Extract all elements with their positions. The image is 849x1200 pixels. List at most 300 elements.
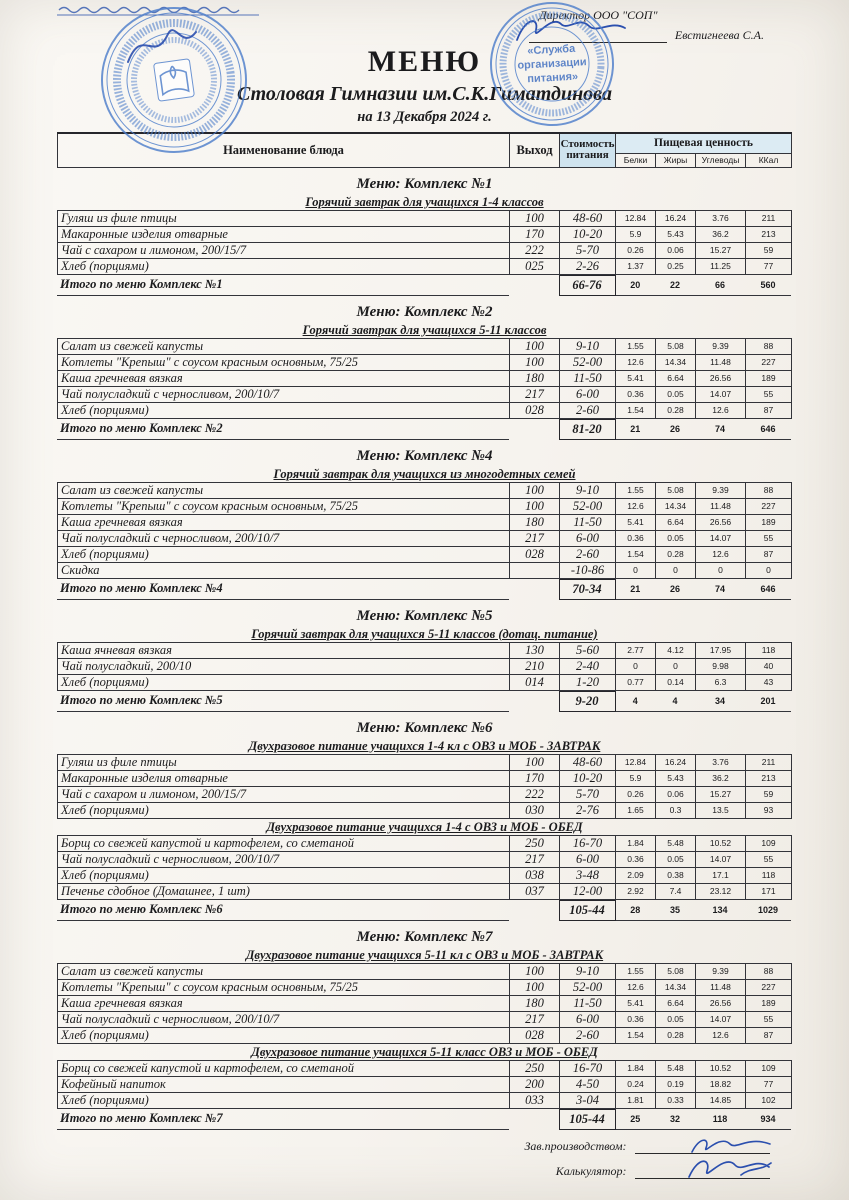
- dishes-table: [57, 338, 792, 419]
- dish-output: 014: [510, 674, 560, 690]
- dish-cost: 6-00: [560, 386, 616, 402]
- dish-name: Котлеты "Крепыш" с соусом красным основным, 75/25: [58, 354, 510, 370]
- section-title: Меню: Комплекс №2: [356, 303, 493, 320]
- section-groups: [57, 739, 792, 900]
- calculator-row: [556, 1163, 770, 1179]
- director-block: [529, 8, 764, 43]
- dish-kcal: 87: [746, 1027, 792, 1043]
- dish-fats: 0.06: [656, 786, 696, 802]
- dish-carbs: 14.85: [696, 1092, 746, 1108]
- dish-fats: 5.08: [656, 963, 696, 979]
- total-empty-cell: [509, 419, 559, 439]
- dish-carbs: 18.82: [696, 1076, 746, 1092]
- dish-proteins: 5.41: [616, 514, 656, 530]
- dish-fats: 16.24: [656, 754, 696, 770]
- dish-cost: 6-00: [560, 851, 616, 867]
- dish-proteins: 0.36: [616, 386, 656, 402]
- dish-cost: 9-10: [560, 338, 616, 354]
- total-kcal: 560: [745, 275, 791, 295]
- dish-kcal: 55: [746, 851, 792, 867]
- section-total-row: [57, 900, 791, 921]
- dish-carbs: 3.76: [696, 210, 746, 226]
- col-header-proteins: Белки: [616, 153, 656, 167]
- dish-carbs: 6.3: [696, 674, 746, 690]
- director-name: Евстигнеева С.А.: [674, 28, 764, 42]
- dish-name: Салат из свежей капусты: [58, 963, 510, 979]
- menu-group: [57, 1045, 792, 1109]
- dish-carbs: 0: [696, 562, 746, 578]
- dish-cost: 6-00: [560, 1011, 616, 1027]
- dish-row: [58, 370, 792, 386]
- dish-kcal: 59: [746, 242, 792, 258]
- dish-proteins: 0: [616, 562, 656, 578]
- section-groups: [57, 323, 792, 419]
- dish-row: [58, 210, 792, 226]
- total-cost: 66-76: [559, 275, 615, 295]
- dish-output: 170: [510, 226, 560, 242]
- dish-kcal: 189: [746, 514, 792, 530]
- group-subtitle: Двухразовое питание учащихся 5-11 класс ОВЗ и МОБ - ОБЕД: [251, 1044, 598, 1059]
- total-cost: 9-20: [559, 691, 615, 711]
- dish-row: [58, 514, 792, 530]
- section-title: Меню: Комплекс №5: [356, 607, 493, 624]
- col-header-fats: Жиры: [656, 153, 696, 167]
- dish-fats: 6.64: [656, 514, 696, 530]
- dish-cost: 48-60: [560, 754, 616, 770]
- dish-cost: 5-60: [560, 642, 616, 658]
- section-title: Меню: Комплекс №6: [356, 719, 493, 736]
- dish-proteins: 0.77: [616, 674, 656, 690]
- col-header-name: Наименование блюда: [58, 133, 510, 167]
- total-cost: 105-44: [559, 1109, 615, 1129]
- dish-fats: 6.64: [656, 995, 696, 1011]
- stamp-text-line1: «Служба: [527, 42, 576, 58]
- dish-kcal: 102: [746, 1092, 792, 1108]
- dish-name: Хлеб (порциями): [58, 1027, 510, 1043]
- dish-row: [58, 386, 792, 402]
- total-empty-cell: [509, 900, 559, 920]
- dish-cost: 1-20: [560, 674, 616, 690]
- dish-carbs: 17.95: [696, 642, 746, 658]
- total-label: Итого по меню Комплекс №5: [57, 691, 509, 711]
- dish-output: 180: [510, 514, 560, 530]
- dish-fats: 0.19: [656, 1076, 696, 1092]
- dish-fats: 14.34: [656, 498, 696, 514]
- page-top-area: [57, 4, 792, 44]
- dish-carbs: 26.56: [696, 514, 746, 530]
- dish-output: 180: [510, 995, 560, 1011]
- dish-carbs: 11.25: [696, 258, 746, 274]
- dish-name: Чай полусладкий с черносливом, 200/10/7: [58, 386, 510, 402]
- dish-kcal: 211: [746, 754, 792, 770]
- dish-kcal: 118: [746, 867, 792, 883]
- dish-row: [58, 658, 792, 674]
- dish-cost: 9-10: [560, 482, 616, 498]
- dish-kcal: 87: [746, 546, 792, 562]
- dish-cost: 52-00: [560, 979, 616, 995]
- dish-cost: 10-20: [560, 770, 616, 786]
- section-total-row: [57, 691, 791, 712]
- dish-carbs: 11.48: [696, 354, 746, 370]
- dish-fats: 0.05: [656, 851, 696, 867]
- dish-fats: 7.4: [656, 883, 696, 899]
- dish-output: 217: [510, 530, 560, 546]
- dish-proteins: 1.54: [616, 1027, 656, 1043]
- dish-name: Хлеб (порциями): [58, 867, 510, 883]
- dish-fats: 0.05: [656, 1011, 696, 1027]
- dish-name: Хлеб (порциями): [58, 802, 510, 818]
- dishes-table: [57, 210, 792, 275]
- dish-fats: 0.28: [656, 402, 696, 418]
- dish-row: [58, 562, 792, 578]
- dish-fats: 0.28: [656, 546, 696, 562]
- dish-row: [58, 835, 792, 851]
- dish-proteins: 0.36: [616, 530, 656, 546]
- total-proteins: 21: [615, 579, 655, 599]
- dish-carbs: 23.12: [696, 883, 746, 899]
- dish-name: Борщ со свежей капустой и картофелем, со сметаной: [58, 835, 510, 851]
- dish-output: 025: [510, 258, 560, 274]
- dish-proteins: 5.41: [616, 370, 656, 386]
- dish-row: [58, 1076, 792, 1092]
- section-groups: [57, 948, 792, 1109]
- production-manager-signature-line: [635, 1138, 770, 1154]
- menu-section: [57, 448, 792, 600]
- dish-proteins: 1.55: [616, 963, 656, 979]
- dish-cost: 5-70: [560, 242, 616, 258]
- dish-name: Чай полусладкий с черносливом, 200/10/7: [58, 851, 510, 867]
- dish-proteins: 0: [616, 658, 656, 674]
- total-carbs: 34: [695, 691, 745, 711]
- dish-cost: 2-26: [560, 258, 616, 274]
- dish-carbs: 13.5: [696, 802, 746, 818]
- dish-fats: 0.05: [656, 530, 696, 546]
- dish-name: Котлеты "Крепыш" с соусом красным основным, 75/25: [58, 498, 510, 514]
- dish-cost: 16-70: [560, 1060, 616, 1076]
- dish-carbs: 9.39: [696, 482, 746, 498]
- dish-name: Хлеб (порциями): [58, 546, 510, 562]
- dish-row: [58, 1027, 792, 1043]
- menu-section: [57, 304, 792, 440]
- dish-kcal: 211: [746, 210, 792, 226]
- dish-carbs: 14.07: [696, 386, 746, 402]
- dish-row: [58, 674, 792, 690]
- total-proteins: 28: [615, 900, 655, 920]
- dish-carbs: 15.27: [696, 242, 746, 258]
- dish-proteins: 2.09: [616, 867, 656, 883]
- dish-row: [58, 482, 792, 498]
- menu-group: [57, 323, 792, 419]
- dish-row: [58, 642, 792, 658]
- dish-row: [58, 770, 792, 786]
- dish-output: 130: [510, 642, 560, 658]
- dish-kcal: 55: [746, 530, 792, 546]
- dish-carbs: 11.48: [696, 979, 746, 995]
- dish-output: 100: [510, 210, 560, 226]
- total-carbs: 74: [695, 419, 745, 439]
- dish-cost: 48-60: [560, 210, 616, 226]
- dish-output: 170: [510, 770, 560, 786]
- dish-name: Гуляш из филе птицы: [58, 754, 510, 770]
- calculator-signature: [681, 1153, 776, 1183]
- group-subtitle: Двухразовое питание учащихся 1-4 с ОВЗ и МОБ - ОБЕД: [266, 819, 583, 834]
- total-fats: 22: [655, 275, 695, 295]
- calculator-label: Калькулятор:: [555, 1163, 627, 1178]
- dish-fats: 5.43: [656, 770, 696, 786]
- dish-cost: 2-76: [560, 802, 616, 818]
- dish-kcal: 118: [746, 642, 792, 658]
- dish-proteins: 0.24: [616, 1076, 656, 1092]
- dishes-table: [57, 835, 792, 900]
- dish-output: 100: [510, 754, 560, 770]
- total-kcal: 1029: [745, 900, 791, 920]
- dish-fats: 5.08: [656, 482, 696, 498]
- total-cost: 70-34: [559, 579, 615, 599]
- group-subtitle: Горячий завтрак для учащихся 5-11 классов: [302, 322, 547, 337]
- total-carbs: 74: [695, 579, 745, 599]
- total-carbs: 118: [695, 1109, 745, 1129]
- dish-kcal: 43: [746, 674, 792, 690]
- dish-name: Гуляш из филе птицы: [58, 210, 510, 226]
- dish-name: Печенье сдобное (Домашнее, 1 шт): [58, 883, 510, 899]
- dish-name: Каша ячневая вязкая: [58, 642, 510, 658]
- dish-name: Макаронные изделия отварные: [58, 226, 510, 242]
- dishes-table: [57, 482, 792, 579]
- dish-kcal: 109: [746, 1060, 792, 1076]
- dish-proteins: 5.41: [616, 995, 656, 1011]
- dish-cost: 2-60: [560, 546, 616, 562]
- dish-proteins: 12.84: [616, 754, 656, 770]
- dish-carbs: 14.07: [696, 1011, 746, 1027]
- dish-carbs: 9.39: [696, 963, 746, 979]
- dish-kcal: 55: [746, 1011, 792, 1027]
- dish-row: [58, 867, 792, 883]
- total-empty-cell: [509, 691, 559, 711]
- total-cost: 81-20: [559, 419, 615, 439]
- col-header-nutrition: Пищевая ценность: [616, 133, 792, 153]
- footer-signatures: [58, 1138, 792, 1179]
- dish-proteins: 0.26: [616, 242, 656, 258]
- dish-kcal: 87: [746, 402, 792, 418]
- dish-row: [58, 995, 792, 1011]
- dish-output: 217: [510, 851, 560, 867]
- production-manager-row: [524, 1138, 769, 1154]
- dish-kcal: 109: [746, 835, 792, 851]
- dish-proteins: 2.77: [616, 642, 656, 658]
- dish-name: Хлеб (порциями): [58, 1092, 510, 1108]
- dish-name: Каша гречневая вязкая: [58, 370, 510, 386]
- dish-row: [58, 226, 792, 242]
- dish-fats: 5.08: [656, 338, 696, 354]
- col-header-cost: Стоимость питания: [560, 133, 616, 167]
- menu-section: [57, 720, 792, 921]
- dish-cost: -10-86: [560, 562, 616, 578]
- dish-proteins: 12.6: [616, 498, 656, 514]
- dish-row: [58, 1092, 792, 1108]
- section-title: Меню: Комплекс №7: [356, 928, 493, 945]
- dish-fats: 0.14: [656, 674, 696, 690]
- group-subtitle: Горячий завтрак для учащихся из многодетных семей: [273, 466, 576, 481]
- col-header-kcal: ККал: [746, 153, 792, 167]
- col-header-output: Выход: [510, 133, 560, 167]
- dish-carbs: 36.2: [696, 226, 746, 242]
- stamp-text-line2: организации: [517, 56, 587, 72]
- dish-carbs: 36.2: [696, 770, 746, 786]
- dish-kcal: 40: [746, 658, 792, 674]
- page-title: МЕНЮ: [367, 45, 482, 78]
- dish-fats: 5.48: [656, 1060, 696, 1076]
- dish-name: Салат из свежей капусты: [58, 338, 510, 354]
- dish-output: 217: [510, 386, 560, 402]
- dish-output: 180: [510, 370, 560, 386]
- menu-group: [57, 627, 792, 691]
- dish-name: Скидка: [58, 562, 510, 578]
- dish-kcal: 213: [746, 770, 792, 786]
- dish-output: 222: [510, 786, 560, 802]
- dishes-table: [57, 754, 792, 819]
- dish-output: 217: [510, 1011, 560, 1027]
- dish-name: Котлеты "Крепыш" с соусом красным основным, 75/25: [58, 979, 510, 995]
- dish-row: [58, 1060, 792, 1076]
- menu-group: [57, 820, 792, 900]
- dish-cost: 16-70: [560, 835, 616, 851]
- section-title: Меню: Комплекс №4: [356, 447, 493, 464]
- dish-output: 028: [510, 1027, 560, 1043]
- dish-carbs: 26.56: [696, 370, 746, 386]
- director-signature: [511, 12, 631, 46]
- dish-name: Макаронные изделия отварные: [58, 770, 510, 786]
- total-empty-cell: [509, 579, 559, 599]
- dish-cost: 10-20: [560, 226, 616, 242]
- dish-output: 100: [510, 963, 560, 979]
- total-cost: 105-44: [559, 900, 615, 920]
- menu-group: [57, 195, 792, 275]
- dish-name: Чай полусладкий, 200/10: [58, 658, 510, 674]
- dish-name: Хлеб (порциями): [58, 674, 510, 690]
- total-kcal: 646: [745, 579, 791, 599]
- dish-row: [58, 963, 792, 979]
- dish-row: [58, 498, 792, 514]
- total-carbs: 66: [695, 275, 745, 295]
- dish-fats: 16.24: [656, 210, 696, 226]
- section-groups: [57, 627, 792, 691]
- dish-cost: 2-60: [560, 1027, 616, 1043]
- section-title: Меню: Комплекс №1: [356, 175, 493, 192]
- director-signature-row: [529, 25, 764, 43]
- dish-carbs: 15.27: [696, 786, 746, 802]
- total-proteins: 21: [615, 419, 655, 439]
- dish-output: 250: [510, 835, 560, 851]
- dish-kcal: 171: [746, 883, 792, 899]
- dish-kcal: 0: [746, 562, 792, 578]
- total-label: Итого по меню Комплекс №7: [57, 1109, 509, 1129]
- dish-name: Чай с сахаром и лимоном, 200/15/7: [58, 242, 510, 258]
- dish-row: [58, 883, 792, 899]
- dish-cost: 11-50: [560, 514, 616, 530]
- dish-carbs: 10.52: [696, 835, 746, 851]
- dish-fats: 0.25: [656, 258, 696, 274]
- menu-section: [57, 176, 792, 296]
- dish-proteins: 1.54: [616, 402, 656, 418]
- dish-carbs: 11.48: [696, 498, 746, 514]
- dish-carbs: 14.07: [696, 530, 746, 546]
- dish-name: Каша гречневая вязкая: [58, 514, 510, 530]
- dish-cost: 52-00: [560, 354, 616, 370]
- dish-proteins: 0.26: [616, 786, 656, 802]
- dish-proteins: 1.81: [616, 1092, 656, 1108]
- dish-name: Чай полусладкий с черносливом, 200/10/7: [58, 530, 510, 546]
- dish-row: [58, 354, 792, 370]
- dish-output: 028: [510, 402, 560, 418]
- dish-row: [58, 802, 792, 818]
- dish-fats: 5.43: [656, 226, 696, 242]
- dish-carbs: 10.52: [696, 1060, 746, 1076]
- dish-proteins: 5.9: [616, 226, 656, 242]
- total-kcal: 201: [745, 691, 791, 711]
- group-subtitle: Горячий завтрак для учащихся 5-11 классов (дотац. питание): [251, 626, 598, 641]
- dish-proteins: 1.84: [616, 835, 656, 851]
- dish-kcal: 189: [746, 370, 792, 386]
- dish-kcal: 77: [746, 1076, 792, 1092]
- dish-output: 033: [510, 1092, 560, 1108]
- total-label: Итого по меню Комплекс №6: [57, 900, 509, 920]
- dish-carbs: 17.1: [696, 867, 746, 883]
- dish-row: [58, 754, 792, 770]
- dish-output: 210: [510, 658, 560, 674]
- dish-output: 037: [510, 883, 560, 899]
- group-subtitle: Двухразовое питание учащихся 1-4 кл с ОВЗ и МОБ - ЗАВТРАК: [248, 738, 601, 753]
- dish-cost: 3-04: [560, 1092, 616, 1108]
- dish-name: Хлеб (порциями): [58, 402, 510, 418]
- dish-output: 100: [510, 354, 560, 370]
- dish-row: [58, 338, 792, 354]
- dish-kcal: 227: [746, 354, 792, 370]
- dish-row: [58, 1011, 792, 1027]
- dish-carbs: 14.07: [696, 851, 746, 867]
- dish-proteins: 12.6: [616, 979, 656, 995]
- dish-fats: 0: [656, 658, 696, 674]
- page-date: на 13 Декабря 2024 г.: [357, 109, 492, 125]
- dish-fats: 14.34: [656, 354, 696, 370]
- total-fats: 4: [655, 691, 695, 711]
- dish-cost: 2-40: [560, 658, 616, 674]
- dish-output: 100: [510, 979, 560, 995]
- dish-proteins: 0.36: [616, 1011, 656, 1027]
- dish-proteins: 1.55: [616, 482, 656, 498]
- dish-name: Хлеб (порциями): [58, 258, 510, 274]
- dish-proteins: 12.84: [616, 210, 656, 226]
- dish-output: [510, 562, 560, 578]
- total-fats: 26: [655, 579, 695, 599]
- dish-kcal: 77: [746, 258, 792, 274]
- section-total-row: [57, 275, 791, 296]
- dish-kcal: 213: [746, 226, 792, 242]
- menu-header-table: [57, 132, 792, 168]
- dish-cost: 12-00: [560, 883, 616, 899]
- dish-fats: 0: [656, 562, 696, 578]
- section-total-row: [57, 419, 791, 440]
- dish-output: 100: [510, 498, 560, 514]
- dish-row: [58, 546, 792, 562]
- menu-group: [57, 739, 792, 819]
- dish-name: Кофейный напиток: [58, 1076, 510, 1092]
- dish-fats: 0.33: [656, 1092, 696, 1108]
- dishes-table: [57, 1060, 792, 1109]
- director-signature-line: [529, 25, 667, 43]
- dish-name: Борщ со свежей капустой и картофелем, со сметаной: [58, 1060, 510, 1076]
- dish-carbs: 3.76: [696, 754, 746, 770]
- menu-section: [57, 608, 792, 712]
